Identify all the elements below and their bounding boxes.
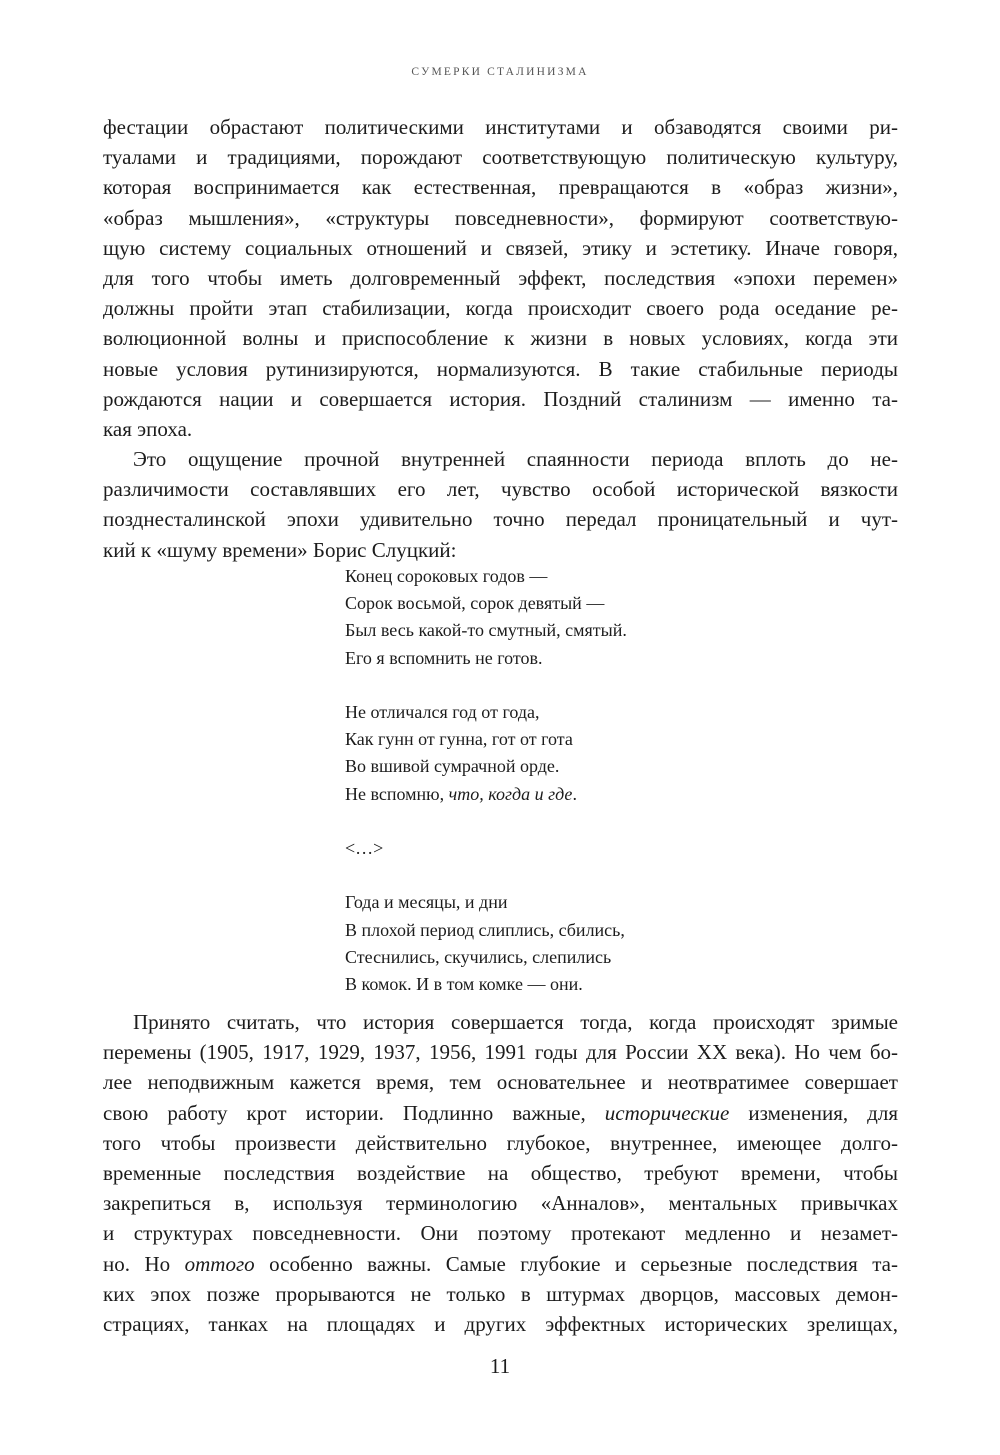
running-head: СУМЕРКИ СТАЛИНИЗМА bbox=[411, 66, 589, 78]
text-line: кая эпоха. bbox=[103, 416, 193, 441]
poem-stanza-3 bbox=[345, 889, 627, 998]
text-line: фестации обрастают политическими институтами и обзаводятся своими ри- bbox=[103, 115, 898, 139]
text-line: перемены (1905, 1917, 1929, 1937, 1956, 1991 годы для России XX века). Но чем бо- bbox=[103, 1040, 898, 1065]
poem-line: Сорок восьмой, сорок девятый — bbox=[345, 593, 605, 614]
poem-line: В плохой период слиплись, сбились, bbox=[345, 919, 625, 940]
poem-line: В комок. И в том комке — они. bbox=[345, 974, 583, 994]
italic-emphasis: оттого bbox=[184, 1251, 255, 1276]
poem-ellipsis-block bbox=[345, 835, 627, 862]
text-line: рождаются нации и совершается история. Поздний сталинизм — именно та- bbox=[103, 386, 898, 411]
text-line: лее неподвижным кажется время, тем основательнее и неотвратимее совершает bbox=[103, 1070, 898, 1095]
text-line: временные последствия воздействие на общество, требуют времени, чтобы bbox=[103, 1160, 898, 1185]
poem-line: Конец сороковых годов — bbox=[345, 566, 548, 586]
text-fragment: свою работу крот истории. Подлинно важные, bbox=[103, 1100, 605, 1125]
poem-line: Был весь какой-то смутный, смятый. bbox=[345, 620, 627, 641]
text-line: щую систему социальных отношений и связей, этику и эстетику. Иначе говоря, bbox=[103, 235, 898, 260]
poem-line: Его я вспомнить не готов. bbox=[345, 647, 543, 668]
text-line: должны пройти этап стабилизации, когда происходит своего рода оседание ре- bbox=[103, 296, 898, 321]
paragraph-1 bbox=[103, 112, 898, 444]
poem-stanza-2 bbox=[345, 699, 627, 808]
poem-line: Года и месяцы, и дни bbox=[345, 892, 508, 913]
text-line: новые условия рутинизируются, нормализуются. В такие стабильные периоды bbox=[103, 356, 898, 381]
text-line: которая воспринимается как естественная, превращаются в «образ жизни», bbox=[103, 175, 898, 200]
poem-line: Во вшивой сумрачной орде. bbox=[345, 756, 560, 777]
italic-emphasis: исторические bbox=[604, 1100, 730, 1125]
poem-quote bbox=[345, 563, 627, 1025]
poem-stanza-1 bbox=[345, 563, 627, 672]
text-line: «образ мышления», «структуры повседневности», формируют соответствую- bbox=[103, 205, 898, 230]
text-fragment: изменения, для bbox=[729, 1100, 898, 1125]
poem-ellipsis: <…> bbox=[345, 838, 384, 858]
text-line: туалами и традициями, порождают соответствующую политическую культуру, bbox=[103, 145, 898, 170]
poem-line: Стеснились, скучились, слепились bbox=[345, 946, 612, 967]
text-line: того чтобы произвести действительно глубокое, внутреннее, имеющее долго- bbox=[103, 1130, 898, 1155]
poem-line bbox=[345, 781, 627, 808]
text-fragment: но. Но bbox=[103, 1251, 185, 1276]
poem-line: Не отличался год от года, bbox=[345, 702, 540, 722]
text-line bbox=[103, 1249, 898, 1279]
text-line: Принято считать, что история совершается тогда, когда происходят зримые bbox=[133, 1010, 898, 1034]
poem-line-punct: . bbox=[572, 783, 577, 804]
text-fragment: особенно важны. Самые глубокие и серьезные последствия та- bbox=[254, 1251, 898, 1276]
text-line: и структурах повседневности. Они поэтому протекают медленно и незамет- bbox=[103, 1221, 898, 1246]
text-line: различимости составлявших его лет, чувство особой исторической вязкости bbox=[103, 477, 898, 502]
text-line: страциях, танках на площадях и других эффектных исторических зрелищах, bbox=[103, 1311, 898, 1336]
poem-italic-phrase: что, когда и где bbox=[448, 783, 573, 804]
text-line: позднесталинской эпохи удивительно точно передал проницательный и чут- bbox=[103, 507, 898, 532]
paragraph-3 bbox=[103, 1007, 898, 1339]
text-line: ких эпох позже прорываются не только в штурмах дворцов, массовых демон- bbox=[103, 1281, 898, 1306]
paragraph-2 bbox=[103, 444, 898, 565]
text-line: кий к «шуму времени» Борис Слуцкий: bbox=[103, 537, 457, 562]
text-line: Это ощущение прочной внутренней спаянности периода вплоть до не- bbox=[133, 447, 898, 471]
text-line bbox=[103, 1098, 898, 1128]
text-line: волюционной волны и приспособление к жизни в новых условиях, когда эти bbox=[103, 326, 898, 351]
poem-line-text: Не вспомню, bbox=[345, 783, 449, 804]
poem-line: Как гунн от гунна, гот от гота bbox=[345, 729, 573, 750]
page-number: 11 bbox=[489, 1354, 511, 1378]
text-line: закрепиться в, используя терминологию «Анналов», ментальных привычках bbox=[103, 1191, 898, 1216]
text-line: для того чтобы иметь долговременный эффект, последствия «эпохи перемен» bbox=[103, 265, 898, 290]
